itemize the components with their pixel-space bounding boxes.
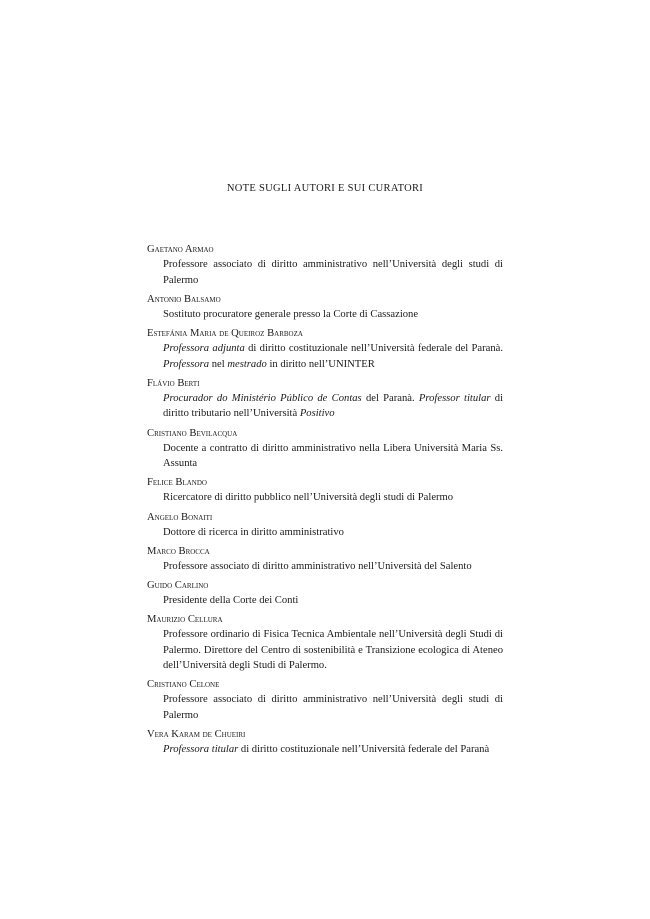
description-text: Ricercatore di diritto pubblico nell’Università degli studi di Palermo xyxy=(163,492,454,504)
description-text: Professore associato di diritto amministrativo nell’Università degli studi di Palermo xyxy=(163,694,503,722)
author-description xyxy=(147,391,503,422)
author-name xyxy=(147,293,503,307)
italic-text: Professora xyxy=(163,358,210,370)
description-text: Professore associato di diritto amministrativo nell’Università del Salento xyxy=(163,560,472,572)
italic-text: Professor titular xyxy=(418,392,491,404)
author-name xyxy=(147,511,503,525)
author-entry xyxy=(147,427,503,472)
author-name xyxy=(147,427,503,441)
author-name-text: Cristiano Bevilacqua xyxy=(147,427,238,439)
author-description xyxy=(147,490,503,506)
author-entry xyxy=(147,579,503,609)
author-description xyxy=(147,692,503,723)
author-name xyxy=(147,377,503,391)
author-list xyxy=(147,243,503,762)
author-name xyxy=(147,476,503,490)
italic-text: Professora adjunta xyxy=(163,342,245,354)
author-name-text: Flávio Berti xyxy=(147,377,200,389)
description-text: di diritto costituzionale nell’Università federale del Paranà. xyxy=(244,342,503,354)
description-text: in diritto nell’UNINTER xyxy=(266,358,375,370)
author-description xyxy=(147,307,503,323)
page-title: NOTE SUGLI AUTORI E SUI CURATORI xyxy=(226,183,424,194)
description-text: Presidente della Corte dei Conti xyxy=(163,594,299,606)
description-text: di diritto costituzionale nell’Università federale del Paranà xyxy=(238,744,490,756)
author-description xyxy=(147,559,503,575)
description-text: Docente a contratto di diritto amministrativo nella Libera Università Maria Ss. Assunta xyxy=(163,442,503,470)
author-name-text: Vera Karam de Chueiri xyxy=(147,729,246,741)
author-name-text: Antonio Balsamo xyxy=(147,293,221,305)
author-name xyxy=(147,613,503,627)
author-name xyxy=(147,327,503,341)
author-name xyxy=(147,678,503,692)
author-entry xyxy=(147,293,503,323)
author-description xyxy=(147,525,503,541)
author-name xyxy=(147,579,503,593)
author-name-text: Marco Brocca xyxy=(147,545,210,557)
author-entry xyxy=(147,377,503,422)
author-entry xyxy=(147,476,503,506)
author-name-text: Maurizio Cellura xyxy=(147,614,223,626)
description-text: Sostituto procuratore generale presso la Corte di Cassazione xyxy=(163,308,419,320)
author-name xyxy=(147,728,503,742)
description-text: nel xyxy=(209,358,228,370)
author-entry xyxy=(147,728,503,758)
author-name xyxy=(147,243,503,257)
author-description xyxy=(147,593,503,609)
author-description xyxy=(147,257,503,288)
author-name xyxy=(147,545,503,559)
author-name-text: Felice Blando xyxy=(147,477,207,489)
author-name-text: Cristiano Celone xyxy=(147,679,220,691)
description-text: Professore ordinario di Fisica Tecnica Ambientale nell’Università degli Studi di Palermo. Direttore del Centro di sostenibilità e Transizione ecologica di Ateneo dell’Università degli Studi di Palermo. xyxy=(163,629,503,672)
author-name-text: Angelo Bonaiti xyxy=(147,511,213,523)
italic-text: Procurador do Ministério Público de Contas xyxy=(163,392,362,404)
italic-text: Professora titular xyxy=(163,744,239,756)
italic-text: Positivo xyxy=(299,408,335,420)
description-text: Dottore di ricerca in diritto amministrativo xyxy=(163,526,344,538)
author-entry xyxy=(147,545,503,575)
author-entry xyxy=(147,678,503,723)
description-text: di diritto tributario nell’Università xyxy=(163,392,504,420)
author-entry xyxy=(147,511,503,541)
italic-text: mestrado xyxy=(227,358,267,370)
author-description xyxy=(147,742,503,758)
author-entry xyxy=(147,327,503,372)
author-name-text: Gaetano Armao xyxy=(147,244,214,255)
description-text: Professore associato di diritto amministrativo nell’Università degli studi di Palermo xyxy=(163,259,503,286)
author-description xyxy=(147,441,503,472)
author-name-text: Estefánia Maria de Queiroz Barboza xyxy=(147,327,303,339)
author-entry xyxy=(147,613,503,674)
author-description xyxy=(147,341,503,372)
author-description xyxy=(147,627,503,674)
author-name-text: Guido Carlino xyxy=(147,579,209,591)
author-entry xyxy=(147,243,503,288)
description-text: del Paranà. xyxy=(361,392,419,404)
